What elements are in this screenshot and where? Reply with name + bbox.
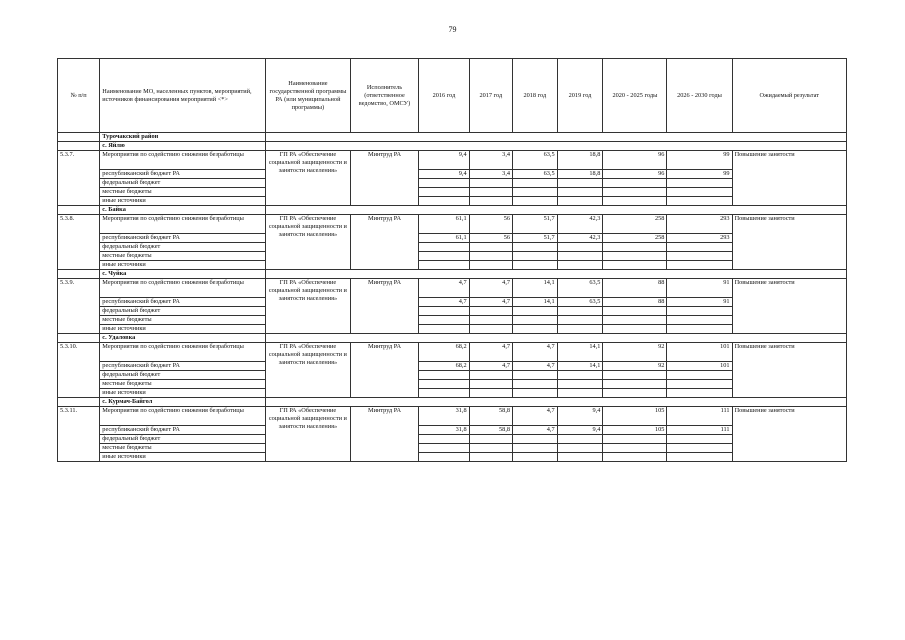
source-value: 58,8: [469, 426, 512, 435]
total-value: 14,1: [557, 343, 603, 362]
expected-result: Повышение занятости: [732, 151, 846, 206]
source-label: местные бюджеты: [100, 444, 266, 453]
header-name: Наименование МО, населенных пунктов, мероприятий, источников финансирования мероприятий <*>: [100, 59, 266, 133]
source-row: [58, 389, 847, 398]
source-row: [58, 426, 847, 435]
source-value: [419, 307, 469, 316]
source-value: 101: [667, 362, 732, 371]
source-value: [557, 197, 603, 206]
measure-name: Мероприятия по содействию снижения безработицы: [100, 343, 266, 362]
source-value: [557, 453, 603, 462]
header-2016: 2016 год: [419, 59, 469, 133]
source-value: 18,8: [557, 170, 603, 179]
source-value: [419, 371, 469, 380]
source-value: [469, 179, 512, 188]
source-value: [557, 325, 603, 334]
source-row: [58, 298, 847, 307]
source-row: [58, 380, 847, 389]
source-value: [603, 261, 667, 270]
source-label: республиканский бюджет РА: [100, 234, 266, 243]
source-label: местные бюджеты: [100, 380, 266, 389]
total-value: 61,1: [419, 215, 469, 234]
source-value: [513, 307, 558, 316]
executor-name: Минтруд РА: [350, 407, 419, 462]
source-value: [667, 316, 732, 325]
source-value: 68,2: [419, 362, 469, 371]
source-value: 63,5: [513, 170, 558, 179]
program-name: ГП РА «Обеспечение социальной защищенности и занятости населения»: [266, 151, 351, 206]
program-name: ГП РА «Обеспечение социальной защищенности и занятости населения»: [266, 343, 351, 398]
source-value: 88: [603, 298, 667, 307]
source-value: [419, 179, 469, 188]
village-name: с. Удаловка: [100, 334, 266, 343]
source-value: [667, 453, 732, 462]
source-value: 14,1: [557, 362, 603, 371]
total-value: 4,7: [469, 343, 512, 362]
total-value: 63,5: [557, 279, 603, 298]
source-value: [469, 325, 512, 334]
total-value: 4,7: [513, 343, 558, 362]
source-value: 51,7: [513, 234, 558, 243]
source-label: республиканский бюджет РА: [100, 170, 266, 179]
source-value: [603, 188, 667, 197]
source-row: [58, 197, 847, 206]
source-row: [58, 453, 847, 462]
item-number: 5.3.7.: [58, 151, 100, 206]
header-2026-2030: 2026 - 2030 годы: [667, 59, 732, 133]
total-value: 68,2: [419, 343, 469, 362]
expected-result: Повышение занятости: [732, 407, 846, 462]
source-row: [58, 316, 847, 325]
source-value: [667, 444, 732, 453]
measure-name: Мероприятия по содействию снижения безработицы: [100, 279, 266, 298]
source-value: 9,4: [557, 426, 603, 435]
expected-result: Повышение занятости: [732, 215, 846, 270]
total-value: 9,4: [557, 407, 603, 426]
source-row: [58, 371, 847, 380]
source-label: местные бюджеты: [100, 252, 266, 261]
source-value: [557, 307, 603, 316]
source-value: [603, 243, 667, 252]
source-value: [419, 380, 469, 389]
source-row: [58, 362, 847, 371]
header-2017: 2017 год: [469, 59, 512, 133]
item-number: 5.3.11.: [58, 407, 100, 462]
source-value: [469, 316, 512, 325]
source-value: [513, 371, 558, 380]
source-value: [469, 252, 512, 261]
source-row: [58, 188, 847, 197]
source-label: федеральный бюджет: [100, 435, 266, 444]
source-value: [469, 389, 512, 398]
source-value: 61,1: [419, 234, 469, 243]
total-value: 293: [667, 215, 732, 234]
source-value: 99: [667, 170, 732, 179]
total-value: 14,1: [513, 279, 558, 298]
source-value: 4,7: [513, 362, 558, 371]
source-value: [557, 188, 603, 197]
source-row: [58, 261, 847, 270]
source-value: [557, 261, 603, 270]
source-value: [603, 371, 667, 380]
source-value: [513, 380, 558, 389]
source-label: федеральный бюджет: [100, 371, 266, 380]
source-value: [419, 325, 469, 334]
total-value: 9,4: [419, 151, 469, 170]
total-value: 18,8: [557, 151, 603, 170]
source-value: 91: [667, 298, 732, 307]
source-value: [469, 371, 512, 380]
village-name: с. Чуйка: [100, 270, 266, 279]
district-name: Турочакский район: [100, 133, 266, 142]
header-2020-2025: 2020 - 2025 годы: [603, 59, 667, 133]
source-label: местные бюджеты: [100, 188, 266, 197]
source-value: [419, 261, 469, 270]
total-value: 58,8: [469, 407, 512, 426]
source-value: [513, 435, 558, 444]
source-value: 31,8: [419, 426, 469, 435]
measure-name: Мероприятия по содействию снижения безработицы: [100, 151, 266, 170]
district-row: [58, 133, 847, 142]
measure-name: Мероприятия по содействию снижения безработицы: [100, 215, 266, 234]
program-name: ГП РА «Обеспечение социальной защищенности и занятости населения»: [266, 407, 351, 462]
source-value: 92: [603, 362, 667, 371]
source-value: [469, 380, 512, 389]
executor-name: Минтруд РА: [350, 279, 419, 334]
source-row: [58, 170, 847, 179]
source-value: [557, 179, 603, 188]
source-value: [667, 252, 732, 261]
source-row: [58, 243, 847, 252]
source-value: 4,7: [469, 298, 512, 307]
total-value: 92: [603, 343, 667, 362]
source-value: [603, 389, 667, 398]
village-row: [58, 334, 847, 343]
source-value: [513, 252, 558, 261]
source-value: 4,7: [469, 362, 512, 371]
source-value: [469, 197, 512, 206]
source-row: [58, 252, 847, 261]
source-value: [603, 197, 667, 206]
source-value: [513, 453, 558, 462]
total-value: 91: [667, 279, 732, 298]
source-label: иные источники: [100, 453, 266, 462]
header-executor: Исполнитель (ответственное ведомство, ОМСУ): [350, 59, 419, 133]
source-label: иные источники: [100, 197, 266, 206]
source-value: 293: [667, 234, 732, 243]
source-value: [419, 243, 469, 252]
source-value: [603, 325, 667, 334]
program-name: ГП РА «Обеспечение социальной защищенности и занятости населения»: [266, 279, 351, 334]
source-value: [667, 179, 732, 188]
source-value: [667, 325, 732, 334]
total-value: 51,7: [513, 215, 558, 234]
village-name: с. Байка: [100, 206, 266, 215]
source-label: иные источники: [100, 389, 266, 398]
source-row: [58, 325, 847, 334]
total-value: 111: [667, 407, 732, 426]
header-num: № п/п: [58, 59, 100, 133]
source-value: [469, 444, 512, 453]
village-name: с. Яйлю: [100, 142, 266, 151]
source-value: [513, 316, 558, 325]
village-row: [58, 270, 847, 279]
source-value: [419, 316, 469, 325]
source-label: республиканский бюджет РА: [100, 362, 266, 371]
header-2018: 2018 год: [513, 59, 558, 133]
source-value: [469, 435, 512, 444]
source-value: 105: [603, 426, 667, 435]
source-label: федеральный бюджет: [100, 179, 266, 188]
executor-name: Минтруд РА: [350, 343, 419, 398]
source-value: [603, 380, 667, 389]
total-value: 4,7: [513, 407, 558, 426]
source-value: [419, 188, 469, 197]
item-number: 5.3.10.: [58, 343, 100, 398]
source-value: [469, 243, 512, 252]
total-value: 88: [603, 279, 667, 298]
header-result: Ожидаемый результат: [732, 59, 846, 133]
source-value: [603, 316, 667, 325]
measure-row: [58, 279, 847, 298]
source-value: 96: [603, 170, 667, 179]
source-value: [603, 252, 667, 261]
funding-table: [57, 58, 847, 462]
source-value: [557, 435, 603, 444]
total-value: 105: [603, 407, 667, 426]
header-2019: 2019 год: [557, 59, 603, 133]
source-value: 3,4: [469, 170, 512, 179]
source-label: федеральный бюджет: [100, 243, 266, 252]
source-label: иные источники: [100, 261, 266, 270]
source-value: [603, 307, 667, 316]
source-value: [419, 197, 469, 206]
total-value: 63,5: [513, 151, 558, 170]
total-value: 31,8: [419, 407, 469, 426]
source-value: [667, 261, 732, 270]
village-row: [58, 142, 847, 151]
source-value: [603, 179, 667, 188]
program-name: ГП РА «Обеспечение социальной защищенности и занятости населения»: [266, 215, 351, 270]
item-number: 5.3.8.: [58, 215, 100, 270]
source-value: [667, 371, 732, 380]
page-number: 79: [448, 25, 457, 34]
source-value: [667, 380, 732, 389]
source-value: 42,3: [557, 234, 603, 243]
total-value: 101: [667, 343, 732, 362]
source-value: [419, 444, 469, 453]
source-value: [557, 252, 603, 261]
measure-name: Мероприятия по содействию снижения безработицы: [100, 407, 266, 426]
source-value: [469, 261, 512, 270]
source-value: [513, 179, 558, 188]
source-value: [513, 261, 558, 270]
total-value: 3,4: [469, 151, 512, 170]
source-value: [513, 444, 558, 453]
measure-row: [58, 343, 847, 362]
village-row: [58, 206, 847, 215]
source-value: [557, 389, 603, 398]
measure-row: [58, 407, 847, 426]
source-value: [513, 325, 558, 334]
executor-name: Минтруд РА: [350, 151, 419, 206]
source-value: [667, 188, 732, 197]
source-value: [667, 389, 732, 398]
expected-result: Повышение занятости: [732, 279, 846, 334]
source-row: [58, 307, 847, 316]
source-value: [557, 371, 603, 380]
source-value: [667, 243, 732, 252]
source-label: республиканский бюджет РА: [100, 426, 266, 435]
source-value: [603, 435, 667, 444]
village-row: [58, 398, 847, 407]
source-value: [513, 197, 558, 206]
source-value: [419, 389, 469, 398]
total-value: 96: [603, 151, 667, 170]
source-value: [667, 307, 732, 316]
source-value: 258: [603, 234, 667, 243]
source-value: [667, 435, 732, 444]
source-value: 14,1: [513, 298, 558, 307]
expected-result: Повышение занятости: [732, 343, 846, 398]
source-value: [557, 243, 603, 252]
source-value: [469, 188, 512, 197]
source-row: [58, 234, 847, 243]
source-value: [469, 453, 512, 462]
source-value: [557, 316, 603, 325]
source-value: [603, 453, 667, 462]
source-value: [603, 444, 667, 453]
source-value: [419, 435, 469, 444]
measure-row: [58, 215, 847, 234]
total-value: 4,7: [419, 279, 469, 298]
total-value: 4,7: [469, 279, 512, 298]
source-row: [58, 444, 847, 453]
total-value: 258: [603, 215, 667, 234]
source-value: [557, 380, 603, 389]
source-value: 4,7: [419, 298, 469, 307]
source-label: местные бюджеты: [100, 316, 266, 325]
header-program: Наименование государственной программы РА (или муниципальной программы): [266, 59, 351, 133]
measure-row: [58, 151, 847, 170]
source-value: [667, 197, 732, 206]
source-value: 9,4: [419, 170, 469, 179]
source-value: 4,7: [513, 426, 558, 435]
source-value: 63,5: [557, 298, 603, 307]
item-number: 5.3.9.: [58, 279, 100, 334]
source-row: [58, 435, 847, 444]
executor-name: Минтруд РА: [350, 215, 419, 270]
source-value: [419, 252, 469, 261]
source-value: 111: [667, 426, 732, 435]
source-value: 56: [469, 234, 512, 243]
source-row: [58, 179, 847, 188]
source-value: [469, 307, 512, 316]
total-value: 56: [469, 215, 512, 234]
source-value: [513, 188, 558, 197]
total-value: 42,3: [557, 215, 603, 234]
total-value: 99: [667, 151, 732, 170]
source-value: [419, 453, 469, 462]
source-value: [513, 243, 558, 252]
source-value: [557, 444, 603, 453]
source-value: [513, 389, 558, 398]
source-label: иные источники: [100, 325, 266, 334]
source-label: федеральный бюджет: [100, 307, 266, 316]
source-label: республиканский бюджет РА: [100, 298, 266, 307]
village-name: с. Курмач-Байгол: [100, 398, 266, 407]
